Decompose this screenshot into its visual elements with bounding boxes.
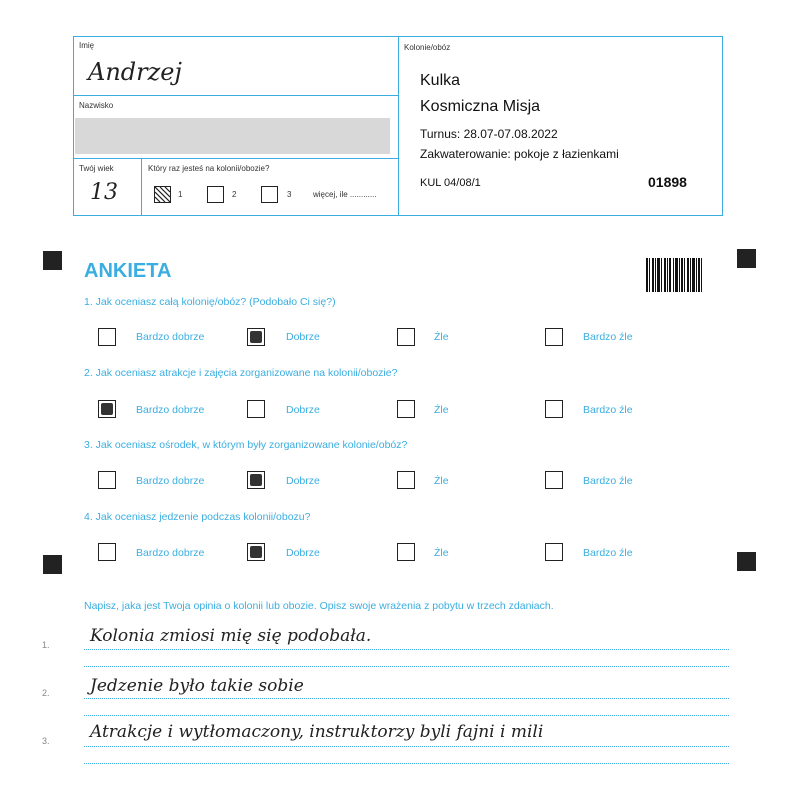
q1-label-zle: Źle <box>434 331 449 343</box>
q4-checkbox-zle[interactable] <box>397 543 415 561</box>
q4-label-dobrze: Dobrze <box>286 547 320 559</box>
q3-checkbox-dobrze[interactable] <box>247 471 265 489</box>
header-divider-2 <box>73 158 398 159</box>
camp-name-1: Kulka <box>420 72 461 89</box>
q2-label-dobrze: Dobrze <box>286 404 320 416</box>
form-number: 01898 <box>648 174 687 190</box>
times-option-1: 1 <box>178 190 183 199</box>
hatch-mark-icon <box>155 187 170 202</box>
times-option-3: 3 <box>287 190 292 199</box>
q3-checkbox-bardzo-dobrze[interactable] <box>98 471 116 489</box>
question-1: 1. Jak oceniasz całą kolonię/obóz? (Podobało Ci się?) <box>84 296 336 308</box>
q1-checkbox-bardzo-zle[interactable] <box>545 328 563 346</box>
times-option-2: 2 <box>232 190 237 199</box>
times-more: więcej, ile ............ <box>313 190 377 199</box>
times-checkbox-3[interactable] <box>261 186 278 203</box>
dotted-line-3b <box>84 763 729 764</box>
header-divider-vertical <box>398 36 399 216</box>
times-label: Który raz jesteś na kolonii/obozie? <box>148 164 270 173</box>
q3-label-dobrze: Dobrze <box>286 475 320 487</box>
question-3: 3. Jak oceniasz ośrodek, w którym były zorganizowane kolonie/obóz? <box>84 439 408 451</box>
q4-checkbox-dobrze[interactable] <box>247 543 265 561</box>
question-2: 2. Jak oceniasz atrakcje i zajęcia zorganizowane na kolonii/obozie? <box>84 367 398 379</box>
question-4: 4. Jak oceniasz jedzenie podczas kolonii/obozu? <box>84 511 311 523</box>
q2-checkbox-bardzo-zle[interactable] <box>545 400 563 418</box>
line-number-3: 3. <box>42 736 50 746</box>
registration-marker-bottom-left <box>43 555 62 574</box>
name-label: Imię <box>79 41 95 50</box>
accommodation-text: Zakwaterowanie: pokoje z łazienkami <box>420 147 619 161</box>
q2-label-bardzo-zle: Bardzo źle <box>583 404 633 416</box>
header-divider-age <box>141 158 142 216</box>
q2-checkbox-bardzo-dobrze[interactable] <box>98 400 116 418</box>
barcode-icon <box>646 258 702 292</box>
q1-label-dobrze: Dobrze <box>286 331 320 343</box>
age-handwriting: 13 <box>90 180 118 205</box>
camp-label: Kolonie/obóz <box>404 43 451 52</box>
camp-name-2: Kosmiczna Misja <box>420 98 541 115</box>
q1-label-bardzo-dobrze: Bardzo dobrze <box>136 331 205 343</box>
answer-line-1: Kolonia zmiosi mię się podobała. <box>90 626 372 646</box>
filled-mark <box>250 474 262 486</box>
opinion-prompt: Napisz, jaka jest Twoja opinia o kolonii lub obozie. Opisz swoje wrażenia z pobytu w trzech zdaniach. <box>84 600 554 612</box>
dotted-line-1a <box>84 649 729 650</box>
times-checkbox-1[interactable] <box>154 186 171 203</box>
survey-title: ANKIETA <box>84 260 172 282</box>
filled-mark <box>250 331 262 343</box>
q3-checkbox-bardzo-zle[interactable] <box>545 471 563 489</box>
name-handwriting: Andrzej <box>88 58 182 86</box>
q3-checkbox-zle[interactable] <box>397 471 415 489</box>
q1-checkbox-dobrze[interactable] <box>247 328 265 346</box>
q1-checkbox-zle[interactable] <box>397 328 415 346</box>
q4-checkbox-bardzo-dobrze[interactable] <box>98 543 116 561</box>
dotted-line-3a <box>84 746 729 747</box>
times-checkbox-2[interactable] <box>207 186 224 203</box>
filled-mark <box>250 546 262 558</box>
turnus-text: Turnus: 28.07-07.08.2022 <box>420 127 558 141</box>
q1-checkbox-bardzo-dobrze[interactable] <box>98 328 116 346</box>
q3-label-zle: Źle <box>434 475 449 487</box>
surname-redaction <box>75 118 390 154</box>
answer-line-3: Atrakcje i wytłomaczony, instruktorzy byli fajni i mili <box>90 722 544 742</box>
age-label: Twój wiek <box>79 164 114 173</box>
registration-marker-top-right <box>737 249 756 268</box>
line-number-2: 2. <box>42 688 50 698</box>
q4-label-bardzo-zle: Bardzo źle <box>583 547 633 559</box>
q1-label-bardzo-zle: Bardzo źle <box>583 331 633 343</box>
line-number-1: 1. <box>42 640 50 650</box>
q2-label-zle: Źle <box>434 404 449 416</box>
surname-label: Nazwisko <box>79 101 114 110</box>
camp-code: KUL 04/08/1 <box>420 177 481 189</box>
registration-marker-bottom-right <box>737 552 756 571</box>
q4-label-bardzo-dobrze: Bardzo dobrze <box>136 547 205 559</box>
q2-label-bardzo-dobrze: Bardzo dobrze <box>136 404 205 416</box>
q2-checkbox-dobrze[interactable] <box>247 400 265 418</box>
answer-line-2: Jedzenie było takie sobie <box>90 676 304 696</box>
q3-label-bardzo-dobrze: Bardzo dobrze <box>136 475 205 487</box>
q2-checkbox-zle[interactable] <box>397 400 415 418</box>
dotted-line-2b <box>84 715 729 716</box>
dotted-line-1b <box>84 666 729 667</box>
registration-marker-top-left <box>43 251 62 270</box>
q4-label-zle: Źle <box>434 547 449 559</box>
header-divider-1 <box>73 95 398 96</box>
q3-label-bardzo-zle: Bardzo źle <box>583 475 633 487</box>
dotted-line-2a <box>84 698 729 699</box>
filled-mark <box>101 403 113 415</box>
q4-checkbox-bardzo-zle[interactable] <box>545 543 563 561</box>
